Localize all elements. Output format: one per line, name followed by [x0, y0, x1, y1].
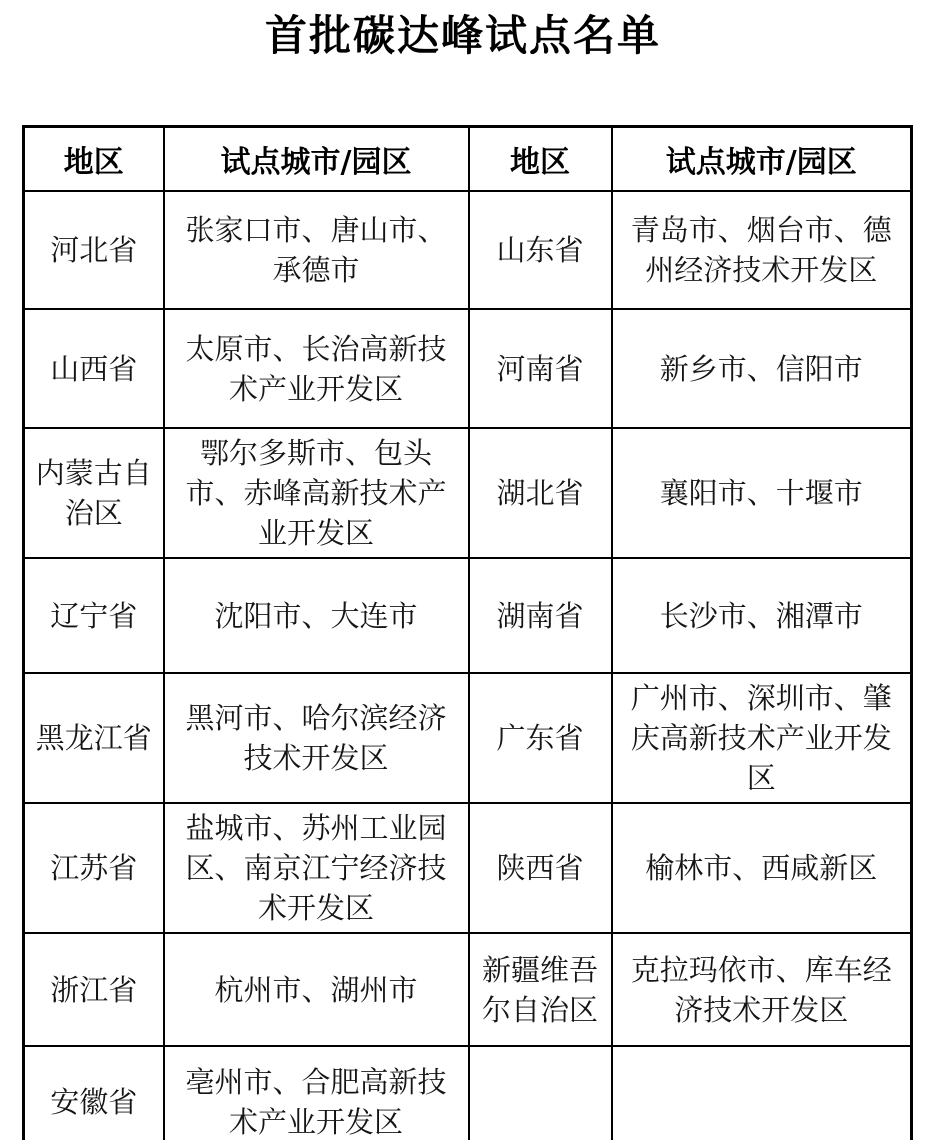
region-cell: 山西省	[24, 309, 164, 428]
pilots-cell: 克拉玛依市、库车经济技术开发区	[612, 933, 912, 1046]
table-row	[24, 309, 912, 428]
region-cell: 安徽省	[24, 1046, 164, 1140]
table-row	[24, 558, 912, 673]
region-cell	[469, 1046, 612, 1140]
header-pilots-left: 试点城市/园区	[164, 127, 469, 192]
region-cell: 陕西省	[469, 803, 612, 933]
table-row	[24, 803, 912, 933]
region-cell: 浙江省	[24, 933, 164, 1046]
pilots-cell: 亳州市、合肥高新技术产业开发区	[164, 1046, 469, 1140]
table-row	[24, 428, 912, 558]
table-header	[24, 127, 912, 192]
region-cell: 黑龙江省	[24, 673, 164, 803]
table-row	[24, 191, 912, 309]
pilots-cell	[612, 1046, 912, 1140]
pilots-cell: 广州市、深圳市、肇庆高新技术产业开发区	[612, 673, 912, 803]
pilots-cell: 青岛市、烟台市、德州经济技术开发区	[612, 191, 912, 309]
pilot-list-table	[22, 125, 913, 1140]
region-cell: 新疆维吾尔自治区	[469, 933, 612, 1046]
pilots-cell: 张家口市、唐山市、承德市	[164, 191, 469, 309]
table-body	[24, 191, 912, 1140]
region-cell: 广东省	[469, 673, 612, 803]
pilots-cell: 新乡市、信阳市	[612, 309, 912, 428]
pilots-cell: 太原市、长治高新技术产业开发区	[164, 309, 469, 428]
header-region-right: 地区	[469, 127, 612, 192]
region-cell: 湖北省	[469, 428, 612, 558]
pilots-cell: 长沙市、湘潭市	[612, 558, 912, 673]
pilots-cell: 襄阳市、十堰市	[612, 428, 912, 558]
region-cell: 河北省	[24, 191, 164, 309]
pilots-cell: 榆林市、西咸新区	[612, 803, 912, 933]
pilots-cell: 黑河市、哈尔滨经济技术开发区	[164, 673, 469, 803]
region-cell: 江苏省	[24, 803, 164, 933]
pilots-cell: 杭州市、湖州市	[164, 933, 469, 1046]
table-row	[24, 933, 912, 1046]
pilots-cell: 盐城市、苏州工业园区、南京江宁经济技术开发区	[164, 803, 469, 933]
table-row	[24, 673, 912, 803]
header-region-left: 地区	[24, 127, 164, 192]
region-cell: 山东省	[469, 191, 612, 309]
table-row	[24, 1046, 912, 1140]
pilots-cell: 沈阳市、大连市	[164, 558, 469, 673]
header-pilots-right: 试点城市/园区	[612, 127, 912, 192]
region-cell: 河南省	[469, 309, 612, 428]
region-cell: 辽宁省	[24, 558, 164, 673]
header-row	[24, 127, 912, 192]
region-cell: 湖南省	[469, 558, 612, 673]
page-title: 首批碳达峰试点名单	[264, 11, 661, 60]
pilots-cell: 鄂尔多斯市、包头市、赤峰高新技术产业开发区	[164, 428, 469, 558]
region-cell: 内蒙古自治区	[24, 428, 164, 558]
